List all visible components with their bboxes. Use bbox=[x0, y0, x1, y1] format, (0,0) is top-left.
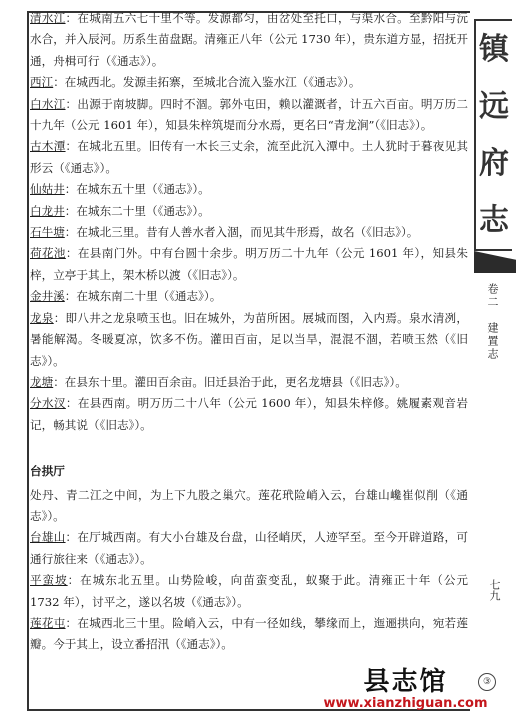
entry-text: ：即八井之龙泉喷玉也。旧在城外，为苗所困。展城而图，入内焉。泉水清冽，暑能解渴。冬暖夏凉，饮多不伤。灌田百亩，足以当旱，混混不涸，若喷玉然（《旧志》）。 bbox=[30, 310, 468, 368]
gazetteer-entry bbox=[30, 613, 468, 656]
gazetteer-entry bbox=[30, 372, 468, 393]
page-circle-mark: ③ bbox=[478, 673, 496, 691]
entry-name: 白龙井 bbox=[30, 203, 65, 218]
entry-text: ：在城东北五里。山势险峻，向苗蛮变乱，蚁聚于此。清雍正十年（公元 1732 年），讨平之，遂以名坡（《通志》）。 bbox=[30, 573, 468, 609]
entry-name: 金井溪 bbox=[30, 289, 65, 304]
entry-name: 白水江 bbox=[30, 96, 66, 111]
entries-top bbox=[30, 8, 468, 436]
entry-text: ：在城北三里。昔有人善水者入涸，而见其牛形焉，故名（《旧志》）。 bbox=[64, 225, 419, 240]
gazetteer-entry bbox=[30, 393, 468, 436]
text-area bbox=[30, 8, 468, 656]
entry-text: ：在厅城西南。有大小台雄及台盘，山径峭厌，人迹罕至。至今开辟道路，可通行旅往来（《通志》）。 bbox=[30, 530, 468, 566]
entry-text: ：在城东南二十里（《通志》）。 bbox=[64, 289, 222, 304]
gazetteer-entry bbox=[30, 201, 468, 222]
section-heading: 台拱厅 bbox=[30, 464, 65, 479]
entry-text: ：在城西北三十里。险峭入云，中有一径如线，攀缘而上，迤逦拱向，宛若莲瓣。今于其上，设立番招汛（《通志》）。 bbox=[30, 615, 468, 652]
entry-name: 荷花池 bbox=[30, 246, 66, 261]
gazetteer-entry bbox=[30, 308, 468, 372]
entry-name: 莲花屯 bbox=[30, 615, 66, 630]
watermark-url: www.xianzhiguan.com bbox=[323, 696, 488, 711]
gazetteer-entry bbox=[30, 8, 468, 72]
blank-line bbox=[30, 436, 468, 457]
volume-label: 卷二 建置志 bbox=[486, 283, 499, 361]
title-char: 志 bbox=[479, 202, 509, 238]
entry-name: 台雄山 bbox=[30, 530, 66, 545]
entry-name: 石牛塘 bbox=[30, 225, 65, 240]
title-band bbox=[474, 251, 516, 273]
page-number: 七九 bbox=[488, 579, 501, 601]
entry-name: 古木潭 bbox=[30, 139, 66, 154]
entry-text: ：出源于南坡脚。四时不涸。郭外屯田，赖以灌溉者，计五六百亩。明万历二十九年（公元 1601 年），知县朱梓筑堤而分水焉，更名曰“青龙涧”（《旧志》）。 bbox=[30, 96, 468, 133]
gazetteer-entry bbox=[30, 94, 468, 137]
entries-bottom bbox=[30, 527, 468, 655]
entry-text: ：在城东五十里（《通志》）。 bbox=[64, 182, 210, 197]
book-title bbox=[474, 19, 512, 251]
title-char: 镇 bbox=[479, 31, 509, 67]
entry-name: 平蛮坡 bbox=[30, 573, 68, 588]
title-char: 远 bbox=[479, 88, 509, 124]
entry-text: ：在县东十里。灌田百余亩。旧迁县治于此，更名龙塘县（《旧志》）。 bbox=[53, 374, 407, 389]
entry-text: ：在城东二十里（《通志》）。 bbox=[64, 203, 210, 218]
gazetteer-entry bbox=[30, 243, 468, 286]
entry-name: 清水江 bbox=[30, 11, 66, 25]
watermark bbox=[298, 668, 513, 716]
title-char: 府 bbox=[479, 145, 509, 181]
entry-text: ：在城西北。发源圭拓寨，至城北合流入鉴水江（《通志》）。 bbox=[53, 75, 361, 90]
side-margin bbox=[470, 11, 516, 711]
entry-name: 仙姑井 bbox=[30, 182, 65, 197]
gazetteer-entry bbox=[30, 286, 468, 307]
entry-name: 龙泉 bbox=[30, 310, 54, 325]
watermark-title: 县志馆 bbox=[363, 667, 448, 697]
gazetteer-entry bbox=[30, 222, 468, 243]
gazetteer-entry bbox=[30, 179, 468, 200]
entry-name: 龙塘 bbox=[30, 374, 54, 389]
section-intro: 处丹、青二江之中间，为上下九股之巢穴。莲花玳险峭入云，台雄山巉崔似削（《通志》）。 bbox=[30, 487, 468, 523]
entry-text: ：在县南门外。中有台圆十余步。明万历二十九年（公元 1601 年），知县朱梓，立亭于其上，架木桥以渡（《旧志》）。 bbox=[30, 246, 468, 282]
entry-name: 分水汊 bbox=[30, 396, 66, 411]
entry-text: ：在城南五六七十里不等。发源都匀，由岔处至托口，与渠水合。至黔阳与沅水合，并入辰河。历系生苗盘踞。清雍正八年（公元 1730 年），贵东道方显，招抚开通，舟楫可行（《通志》）。 bbox=[30, 11, 468, 68]
entry-name: 西江 bbox=[30, 75, 54, 90]
gazetteer-entry bbox=[30, 527, 468, 570]
entry-text: ：在县西南。明万历二十八年（公元 1600 年），知县朱梓修。姚履素观音岩记，畅其说（《旧志》）。 bbox=[30, 396, 468, 432]
gazetteer-entry bbox=[30, 570, 468, 613]
gazetteer-entry bbox=[30, 136, 468, 179]
gazetteer-entry bbox=[30, 72, 468, 93]
entry-text: ：在城北五里。旧传有一木长三丈余，流至此沉入潭中。土人犹时于暮夜见其形云（《通志》）。 bbox=[30, 139, 468, 175]
